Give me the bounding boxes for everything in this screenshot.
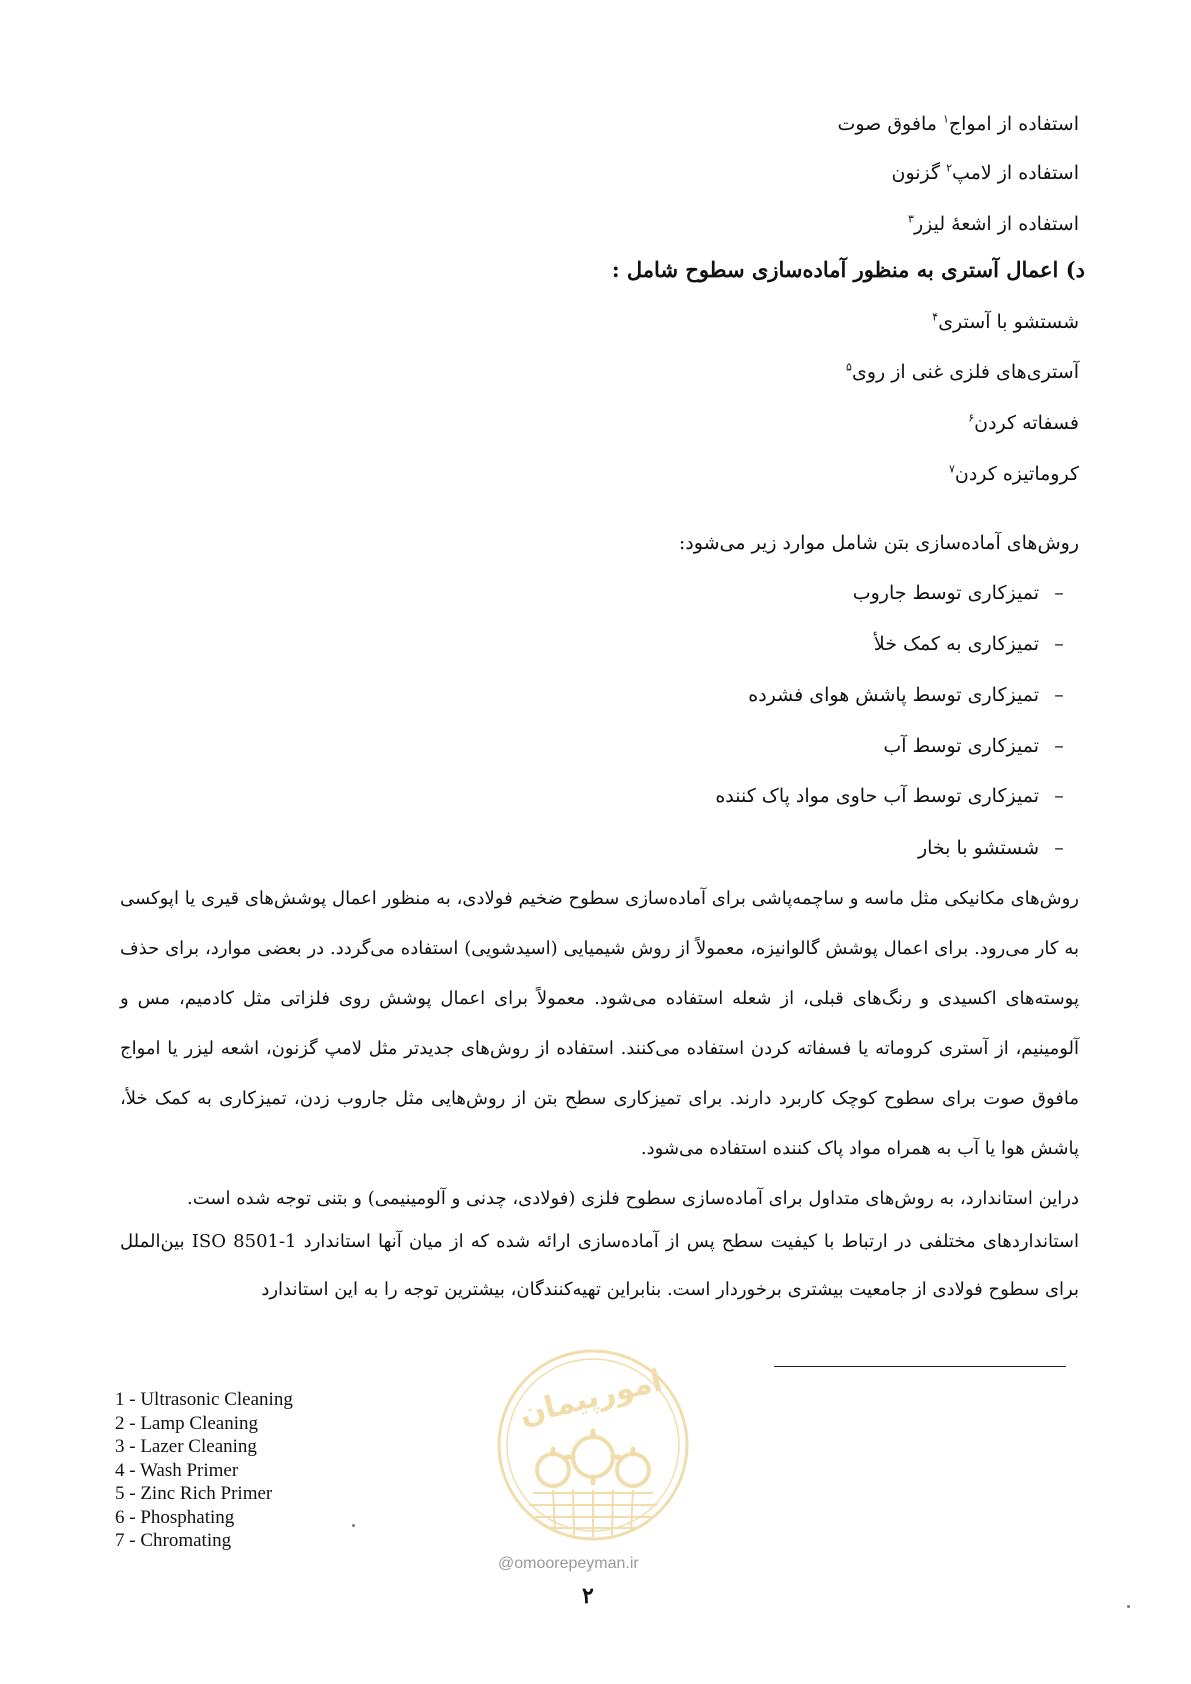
item-text: شستشو با آستری	[938, 311, 1079, 333]
list-item-chromating	[949, 461, 1079, 487]
footnote: 2 - Lamp Cleaning	[115, 1412, 258, 1434]
bullet-item	[748, 682, 1079, 708]
scan-speck	[1127, 1605, 1130, 1608]
list-item-wash-primer	[932, 309, 1079, 335]
item-text: استفاده از لامپ	[952, 162, 1079, 184]
footnote-marker: ۲	[946, 161, 953, 175]
footnote: 6 - Phosphating	[115, 1506, 235, 1528]
body-paragraph: استانداردهای مختلفی در ارتباط با کیفیت سطح پس از آماده‌سازی ارائه شده که از میان آنها استاندارد ISO 8501-1 بین‌الملل برای سطوح فولادی از جامعیت بیشتری برخوردار است. بنابراین تهیه‌کنندگان، بیشترین توجه را به این استاندارد	[120, 1231, 1079, 1300]
footnotes	[115, 1388, 293, 1553]
footnote-marker: ۷	[948, 462, 955, 476]
footnote-marker: ۴	[932, 310, 939, 324]
item-text: کروماتیزه کردن	[954, 463, 1079, 485]
body-paragraph: دراین استاندارد، به روش‌های متداول برای آماده‌سازی سطوح فلزی (فولادی، چدنی و آلومینیمی) و بتنی توجه شده است.	[187, 1188, 1079, 1209]
footnote: 1 - Ultrasonic Cleaning	[115, 1389, 293, 1410]
list-item-phosphating	[968, 410, 1079, 436]
dash-marker: –	[1054, 735, 1064, 757]
list-item-zinc-primer	[846, 359, 1079, 385]
list-item-ultrasonic	[837, 111, 1079, 137]
item-text: فسفاته کردن	[974, 412, 1079, 434]
scan-speck	[352, 1524, 355, 1527]
item-text-after: گزنون	[891, 162, 947, 184]
dash-marker: –	[1054, 785, 1064, 807]
section-d-heading: د) اعمال آستری به منظور آماده‌سازی سطوح شامل :	[611, 257, 1085, 282]
dash-marker: –	[1054, 633, 1064, 655]
item-text-after: مافوق صوت	[837, 113, 943, 135]
bullet-text: تمیزکاری توسط پاشش هوای فشرده	[748, 684, 1039, 706]
watermark-logo-icon	[493, 1345, 693, 1545]
bullet-item	[715, 783, 1079, 809]
dash-marker: –	[1054, 582, 1064, 604]
bullet-text: تمیزکاری توسط جاروب	[852, 582, 1039, 604]
concrete-intro: روش‌های آماده‌سازی بتن شامل موارد زیر می‌شود:	[678, 532, 1079, 554]
bullet-item	[853, 580, 1079, 606]
footnote: 7 - Chromating	[115, 1530, 232, 1551]
item-text: استفاده از اشعهٔ لیزر	[913, 213, 1079, 235]
footnote-separator	[774, 1366, 1066, 1367]
page-number: ۲	[582, 1583, 594, 1609]
list-item-laser	[908, 211, 1079, 237]
list-item-lamp	[892, 160, 1080, 186]
bullet-text: تمیزکاری به کمک خلأ	[873, 633, 1039, 655]
bullet-item	[883, 733, 1079, 759]
item-text: آستری‌های فلزی غنی از روی	[851, 361, 1079, 383]
footnote-marker: ۱	[942, 112, 949, 126]
item-text: استفاده از امواج	[948, 113, 1079, 135]
footnote-marker: ۳	[908, 212, 914, 226]
footnote: 4 - Wash Primer	[115, 1459, 239, 1481]
bullet-text: شستشو با بخار	[917, 837, 1039, 859]
bullet-item	[874, 631, 1079, 657]
svg-text:امورپیمان: امورپیمان	[515, 1363, 666, 1433]
dash-marker: –	[1054, 837, 1064, 859]
watermark-caption: @omoorepeyman.ir	[498, 1555, 639, 1572]
dash-marker: –	[1054, 684, 1064, 706]
footnote-marker: ۵	[846, 360, 852, 374]
footnote-marker: ۶	[968, 411, 975, 425]
footnote: 5 - Zinc Rich Primer	[115, 1483, 273, 1504]
bullet-text: تمیزکاری توسط آب حاوی مواد پاک کننده	[715, 785, 1039, 807]
footnote: 3 - Lazer Cleaning	[115, 1436, 257, 1457]
bullet-item	[918, 835, 1079, 861]
body-paragraph: روش‌های مکانیکی مثل ماسه و ساچمه‌پاشی برای آماده‌سازی سطوح ضخیم فولادی، به منظور اعمال پوشش‌های قیری یا اپوکسی به کار می‌رود. برای اعمال پوشش گالوانیزه، معمولاً از روش شیمیایی (اسیدشویی) استفاده می‌گردد. در بعضی موارد، برای حذف پوسته‌های اکسیدی و رنگ‌های قبلی، از شعله استفاده می‌شود. معمولاً برای اعمال پوشش روی فلزاتی مثل کادمیم، مس و آلومینیم، از آستری کروماته یا فسفاته کردن استفاده می‌کنند. استفاده از روش‌های جدیدتر مثل لامپ گزنون، اشعه لیزر یا امواج مافوق صوت برای سطوح کوچک کاربرد دارند. برای تمیزکاری سطح بتن از روش‌هایی مثل جاروب زدن، تمیزکاری به کمک خلأ، پاشش هوا یا آب به همراه مواد پاک کننده استفاده می‌شود.	[120, 888, 1079, 1159]
bullet-text: تمیزکاری توسط آب	[883, 735, 1039, 757]
